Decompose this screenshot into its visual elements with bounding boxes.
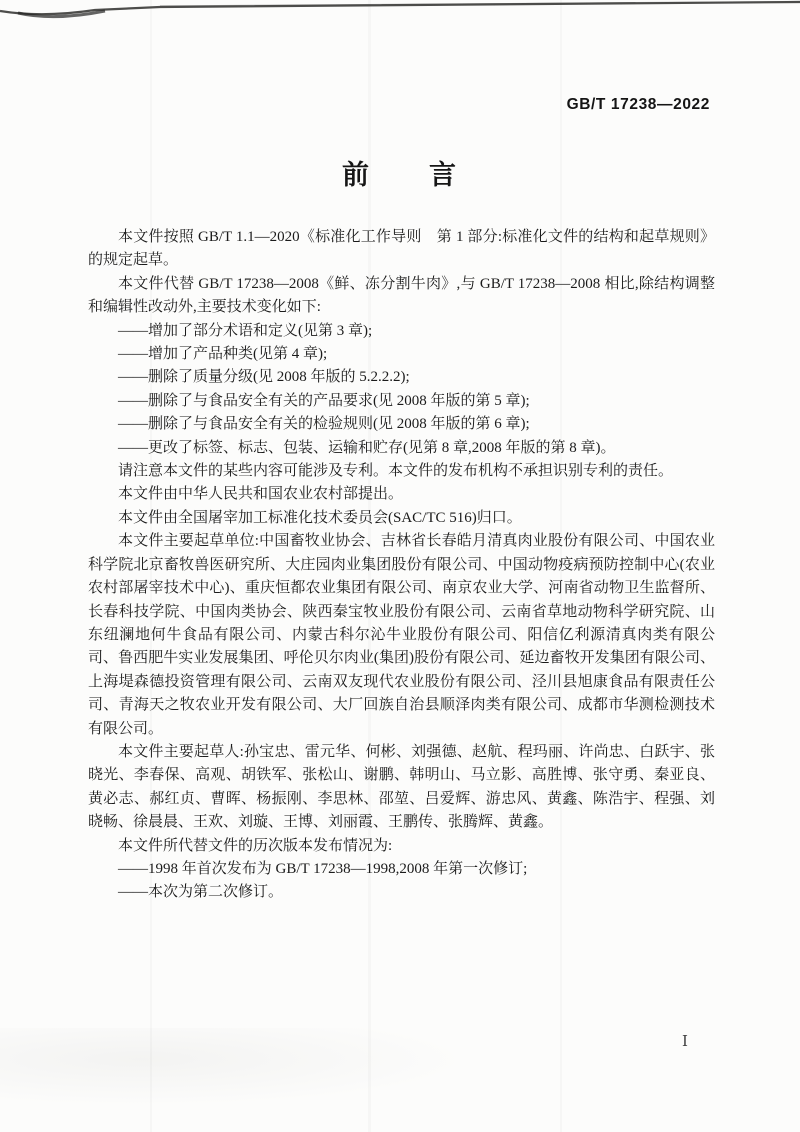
foreword-paragraph: 本文件按照 GB/T 1.1—2020《标准化工作导则 第 1 部分:标准化文件的结构和起草规则》的规定起草。 xyxy=(88,229,715,269)
foreword-paragraph: 本文件由全国屠宰加工标准化技术委员会(SAC/TC 516)归口。 xyxy=(118,509,522,526)
foreword-change-item: ——更改了标签、标志、包装、运输和贮存(见第 8 章,2008 年版的第 8 章)。 xyxy=(118,439,616,456)
foreword-history-item: ——本次为第二次修订。 xyxy=(118,884,284,901)
foreword-change-item: ——增加了产品种类(见第 4 章); xyxy=(118,346,328,363)
scan-smudge-artifact xyxy=(0,1028,470,1106)
foreword-paragraph: 本文件由中华人民共和国农业农村部提出。 xyxy=(118,486,404,503)
foreword-body xyxy=(88,226,715,905)
foreword-change-item: ——删除了与食品安全有关的产品要求(见 2008 年版的第 5 章); xyxy=(118,392,530,409)
doc-number: GB/T 17238—2022 xyxy=(566,96,710,113)
foreword-paragraph: 本文件代替 GB/T 17238—2008《鲜、冻分割牛肉》,与 GB/T 17238—2008 相比,除结构调整和编辑性改动外,主要技术变化如下: xyxy=(88,275,715,316)
foreword-drafters-paragraph: 本文件主要起草人:孙宝忠、雷元华、何彬、刘强德、赵航、程玛丽、许尚忠、白跃宇、张晓光、李春保、高观、胡铁军、张松山、谢鹏、韩明山、马立影、高胜博、张守勇、秦亚良、黄必志、郝红贞、曹晖、杨振刚、李思林、邵堃、吕爱辉、游忠风、黄鑫、陈浩宇、程强、刘晓畅、徐晨晨、王欢、刘璇、王博、刘丽霞、王鹏传、张腾辉、黄鑫。 xyxy=(88,743,715,831)
foreword-history-item: ——1998 年首次发布为 GB/T 17238—1998,2008 年第一次修订; xyxy=(118,860,528,877)
scan-top-edge-artifact xyxy=(0,0,800,26)
page-title: 前 言 xyxy=(342,160,458,190)
foreword-drafting-units-paragraph: 本文件主要起草单位:中国畜牧业协会、吉林省长春皓月清真肉业股份有限公司、中国农业科学院北京畜牧兽医研究所、大庄园肉业集团股份有限公司、中国动物疫病预防控制中心(农业农村部屠宰技术中心)、重庆恒都农业集团有限公司、南京农业大学、河南省动物卫生监督所、长春科技学院、中国肉类协会、陕西秦宝牧业股份有限公司、云南省草地动物科学研究院、山东纽澜地何牛食品有限公司、内蒙古科尔沁牛业股份有限公司、阳信亿利源清真肉类有限公司、鲁西肥牛实业发展集团、呼伦贝尔肉业(集团)股份有限公司、延边畜牧开发集团有限公司、上海堤森德投资管理有限公司、云南双友现代农业股份有限公司、泾川县旭康食品有限责任公司、青海天之牧农业开发有限公司、大厂回族自治县顺泽肉类有限公司、成都市华测检测技术有限公司。 xyxy=(88,533,715,737)
foreword-change-item: ——删除了与食品安全有关的检验规则(见 2008 年版的第 6 章); xyxy=(118,416,530,433)
foreword-paragraph: 请注意本文件的某些内容可能涉及专利。本文件的发布机构不承担识别专利的责任。 xyxy=(118,463,674,480)
foreword-change-item: ——删除了质量分级(见 2008 年版的 5.2.2.2); xyxy=(118,369,410,386)
foreword-paragraph: 本文件所代替文件的历次版本发布情况为: xyxy=(118,837,393,854)
foreword-change-item: ——增加了部分术语和定义(见第 3 章); xyxy=(118,322,373,339)
page-number: Ⅰ xyxy=(682,1034,688,1050)
